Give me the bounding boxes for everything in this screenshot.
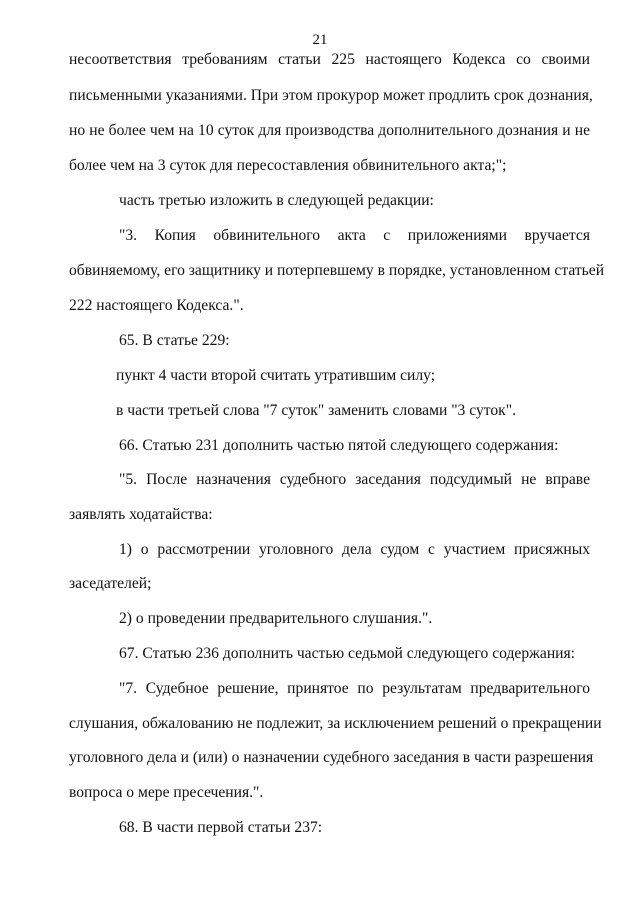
text-line: слушания, обжалованию не подлежит, за исключением решений о прекращении [69, 715, 602, 732]
page-number: 21 [312, 32, 328, 48]
text-line: вопроса о мере пресечения.". [69, 784, 264, 801]
text-line: обвиняемому, его защитнику и потерпевшему в порядке, установленном статьей [69, 262, 605, 279]
section-heading: 67. Статью 236 дополнить частью седьмой следующего содержания: [119, 645, 576, 662]
text-line: "3. Копия обвинительного акта с приложениями вручается [119, 227, 590, 244]
text-line: но не более чем на 10 суток для производства дополнительного дознания и не [69, 122, 590, 139]
text-line: пункт 4 части второй считать утратившим силу; [116, 367, 436, 384]
section-heading: 68. В части первой статьи 237: [119, 819, 323, 836]
text-line: письменными указаниями. При этом прокурор может продлить срок дознания, [69, 87, 593, 104]
text-line: несоответствия требованиям статьи 225 настоящего Кодекса со своими [69, 51, 590, 68]
text-line: более чем на 3 суток для пересоставления обвинительного акта;"; [69, 157, 507, 174]
text-line: часть третью изложить в следующей редакции: [119, 192, 434, 209]
text-line: заявлять ходатайства: [69, 506, 213, 523]
section-heading: 66. Статью 231 дополнить частью пятой следующего содержания: [119, 437, 559, 454]
text-line: уголовного дела и (или) о назначении судебного заседания в части разрешения [69, 749, 594, 766]
text-line: заседателей; [69, 575, 152, 592]
text-line: в части третьей слова "7 суток" заменить словами "3 суток". [116, 402, 517, 419]
section-heading: 65. В статье 229: [119, 332, 230, 349]
text-line: "7. Судебное решение, принятое по результатам предварительного [119, 680, 590, 697]
text-line: 2) о проведении предварительного слушания.". [119, 610, 433, 627]
text-line: 222 настоящего Кодекса.". [69, 297, 244, 314]
text-line: "5. После назначения судебного заседания подсудимый не вправе [119, 471, 590, 488]
text-line: 1) о рассмотрении уголовного дела судом с участием присяжных [119, 541, 590, 558]
